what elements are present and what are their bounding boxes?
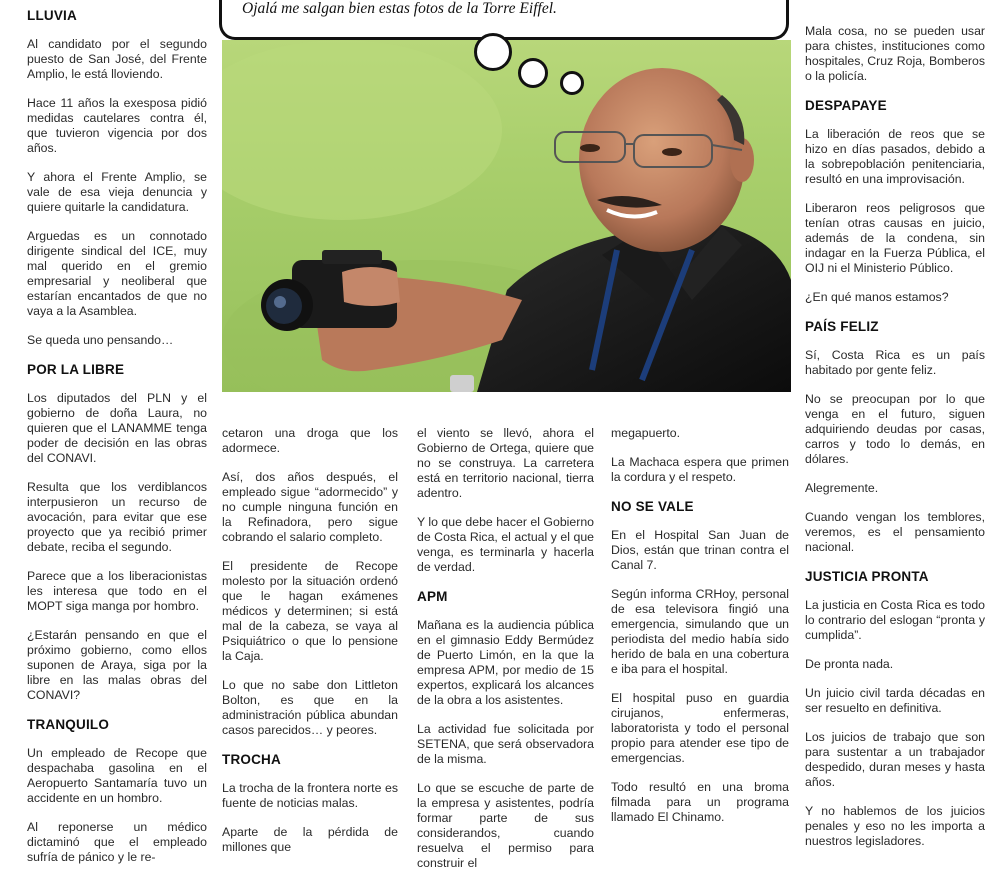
- article-paragraph: Al reponerse un médico dictaminó que el empleado sufría de pánico y le re-: [27, 820, 207, 864]
- article-paragraph: Así, dos años después, el empleado sigue “adormecido” y no cumple ninguna función en la Refinadora, pero sigue cobrando el salario completo.: [222, 470, 398, 544]
- photo-illustration: [222, 40, 791, 392]
- column-2: [222, 426, 398, 869]
- article-paragraph: Y ahora el Frente Amplio, se vale de esa vieja denuncia y quiere quitarle la candidatura.: [27, 170, 207, 214]
- article-paragraph: Lo que no sabe don Littleton Bolton, es que en la administración pública abundan casos parecidos… y peores.: [222, 678, 398, 737]
- thought-dot-small: [560, 71, 584, 95]
- article-paragraph: Alegremente.: [805, 481, 879, 495]
- column-1: [27, 8, 207, 879]
- article-paragraph: cetaron una droga que los adormece.: [222, 426, 398, 455]
- article-paragraph: Sí, Costa Rica es un país habitado por gente feliz.: [805, 348, 985, 377]
- article-paragraph: Se queda uno pensando…: [27, 333, 174, 347]
- article-paragraph: Todo resultó en una broma filmada para un programa llamado El Chinamo.: [611, 780, 789, 824]
- section-heading: PAÍS FELIZ: [805, 319, 879, 334]
- article-paragraph: Liberaron reos peligrosos que tenían otras causas en juicio, además de la condena, sin indagar en la Fuerza Pública, el OIJ ni el Ministerio Público.: [805, 201, 985, 275]
- article-paragraph: Arguedas es un connotado dirigente sindical del ICE, muy mal querido en el gremio empresarial y neoliberal que estarían encantados de que no vaya a la Asamblea.: [27, 229, 207, 318]
- article-paragraph: Al candidato por el segundo puesto de San José, del Frente Amplio, le está lloviendo.: [27, 37, 207, 81]
- section-heading: POR LA LIBRE: [27, 362, 125, 377]
- speech-bubble-caption: Ojalá me salgan bien estas fotos de la Torre Eiffel.: [242, 0, 557, 17]
- article-paragraph: Resulta que los verdiblancos interpusieron un recurso de avocación, para evitar que ese proyecto que ya recibió primer debate, reciba el segundo.: [27, 480, 207, 554]
- article-paragraph: La justicia en Costa Rica es todo lo contrario del eslogan “pronta y cumplida”.: [805, 598, 985, 642]
- article-paragraph: Los juicios de trabajo que son para sustentar a un trabajador despedido, duran meses y hasta años.: [805, 730, 985, 789]
- article-paragraph: No se preocupan por lo que venga en el futuro, siguen adquiriendo deudas por casas, carros y todo lo demás, en dólares.: [805, 392, 985, 466]
- article-paragraph: De pronta nada.: [805, 657, 894, 671]
- column-3: [417, 426, 594, 885]
- column-6: [805, 24, 985, 863]
- article-paragraph: Según informa CRHoy, personal de esa televisora fingió una emergencia, simulando que un periodista del medio había sido herido de bala en una cobertura e iba para el hospital.: [611, 587, 789, 676]
- article-paragraph: Parece que a los liberacionistas les interesa que todo en el MOPT siga manga por hombro.: [27, 569, 207, 613]
- article-paragraph: El hospital puso en guardia cirujanos, enfermeras, laboratorista y todo el personal propio para atender ese tipo de emergencias.: [611, 691, 789, 765]
- column-4: [611, 426, 789, 839]
- article-paragraph: El presidente de Recope molesto por la situación ordenó que le hagan exámenes médicos y determinen; si está mal de la cabeza, se vaya al Psiquiátrico o que lo pensione la Caja.: [222, 559, 398, 663]
- speech-bubble: [219, 0, 789, 40]
- article-paragraph: ¿Estarán pensando en que el próximo gobierno, como ellos suponen de Araya, siga por la libre en las malas obras del CONAVI?: [27, 628, 207, 702]
- section-heading: JUSTICIA PRONTA: [805, 569, 929, 584]
- section-heading: APM: [417, 589, 448, 604]
- article-paragraph: Y no hablemos de los juicios penales y eso no les importa a nuestros legisladores.: [805, 804, 985, 848]
- article-paragraph: Un juicio civil tarda décadas en ser resuelto en definitiva.: [805, 686, 985, 715]
- article-paragraph: el viento se llevó, ahora el Gobierno de Ortega, quiere que no se construya. La carretera está en territorio nacional, tierra adentro.: [417, 426, 594, 500]
- thought-dot-large: [474, 33, 512, 71]
- article-paragraph: Cuando vengan los temblores, veremos, es el pensamiento nacional.: [805, 510, 985, 554]
- article-paragraph: ¿En qué manos estamos?: [805, 290, 949, 304]
- article-paragraph: La actividad fue solicitada por SETENA, que será observadora de la misma.: [417, 722, 594, 766]
- article-paragraph: La liberación de reos que se hizo en días pasados, debido a la sobrepoblación penitenciaria, resultó en una improvisación.: [805, 127, 985, 186]
- article-paragraph: megapuerto.: [611, 426, 681, 440]
- article-paragraph: Hace 11 años la exesposa pidió medidas cautelares contra él, que tuvieron vigencia por dos años.: [27, 96, 207, 155]
- article-paragraph: Lo que se escuche de parte de la empresa y asistentes, podría formar parte de sus considerandos, cuando resuelva el permiso para construir el: [417, 781, 594, 870]
- article-paragraph: La trocha de la frontera norte es fuente de noticias malas.: [222, 781, 398, 810]
- article-paragraph: Mañana es la audiencia pública en el gimnasio Eddy Bermúdez de Puerto Limón, en la que la empresa APM, por medio de 15 expertos, explicará los alcances de la obra a los asistentes.: [417, 618, 594, 707]
- article-paragraph: Y lo que debe hacer el Gobierno de Costa Rica, el actual y el que venga, es terminarla y hacerla de verdad.: [417, 515, 594, 574]
- article-paragraph: Los diputados del PLN y el gobierno de doña Laura, no quieren que el LANAMME tenga poder de decisión en las obras del CONAVI.: [27, 391, 207, 465]
- article-paragraph: Un empleado de Recope que despachaba gasolina en el Aeropuerto Santamaría tuvo un accidente en un hombro.: [27, 746, 207, 805]
- article-paragraph: Mala cosa, no se pueden usar para chistes, instituciones como hospitales, Cruz Roja, Bomberos o la policía.: [805, 24, 985, 83]
- article-paragraph: En el Hospital San Juan de Dios, están que trinan contra el Canal 7.: [611, 528, 789, 572]
- section-heading: NO SE VALE: [611, 499, 694, 514]
- thought-dot-medium: [518, 58, 548, 88]
- article-paragraph: Aparte de la pérdida de millones que: [222, 825, 398, 854]
- section-heading: DESPAPAYE: [805, 98, 887, 113]
- section-heading: TRANQUILO: [27, 717, 110, 732]
- section-heading: TROCHA: [222, 752, 281, 767]
- article-paragraph: La Machaca espera que primen la cordura y el respeto.: [611, 455, 789, 484]
- photo-man-with-camera: [222, 40, 791, 392]
- section-heading: LLUVIA: [27, 8, 77, 23]
